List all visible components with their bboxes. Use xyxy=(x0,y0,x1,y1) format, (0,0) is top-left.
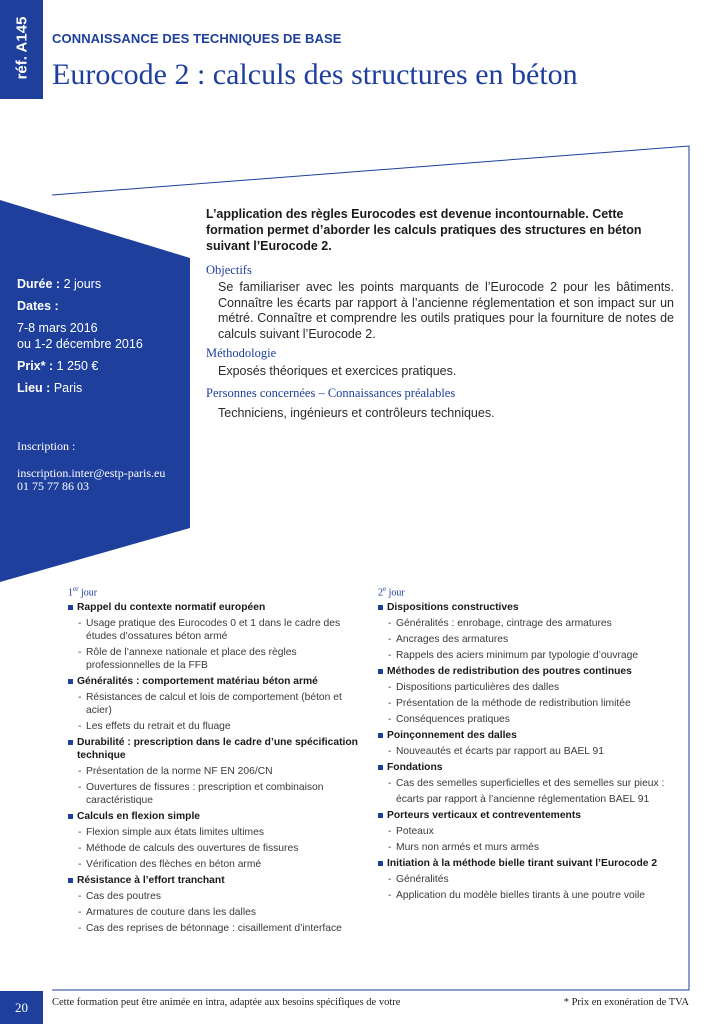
day-2-suffix: e xyxy=(383,585,387,593)
day-1-word: jour xyxy=(80,587,98,599)
duration-value: 2 jours xyxy=(63,277,102,291)
course-info-panel xyxy=(17,276,182,402)
programme-item: - Application du modèle bielles tirants à une poutre voile xyxy=(378,889,678,902)
page-number: 20 xyxy=(0,991,43,1024)
square-bullet-icon xyxy=(68,679,73,684)
objectives-heading: Objectifs xyxy=(206,263,252,277)
square-bullet-icon xyxy=(68,814,73,819)
date-2: ou 1-2 décembre 2016 xyxy=(17,337,143,351)
programme-item: - Ouvertures de fissures : prescription et combinaison caractéristique xyxy=(68,781,368,807)
programme-item: - Cas des poutres xyxy=(68,890,368,903)
programme-item: - Résistances de calcul et lois de comportement (béton et acier) xyxy=(68,691,368,717)
programme-item: - Cas des reprises de bétonnage : cisaillement d’interface xyxy=(68,922,368,935)
date-1: 7-8 mars 2016 xyxy=(17,321,98,335)
programme-item: - Méthode de calculs des ouvertures de fissures xyxy=(68,842,368,855)
square-bullet-icon xyxy=(378,765,383,770)
programme-topic-title: Porteurs verticaux et contreventements xyxy=(387,810,581,821)
programme-topic xyxy=(68,810,368,823)
square-bullet-icon xyxy=(378,733,383,738)
day-1-label xyxy=(68,585,97,598)
methodology-heading: Méthodologie xyxy=(206,346,277,360)
day-2-number: 2 xyxy=(378,587,383,599)
programme-topic xyxy=(68,874,368,887)
day-2-label xyxy=(378,585,405,598)
programme-topic-title: Généralités : comportement matériau béton armé xyxy=(77,676,318,687)
day-2-word: jour xyxy=(388,587,405,599)
programme-item: - Nouveautés et écarts par rapport au BAEL 91 xyxy=(378,745,678,758)
programme-item: - Conséquences pratiques xyxy=(378,713,678,726)
location-label: Lieu : xyxy=(17,381,51,395)
price-value: 1 250 € xyxy=(56,359,99,373)
programme-topic-title: Durabilité : prescription dans le cadre d’une spécification technique xyxy=(77,737,358,761)
square-bullet-icon xyxy=(68,740,73,745)
programme-topic xyxy=(68,736,368,762)
square-bullet-icon xyxy=(378,861,383,866)
programme-topic xyxy=(378,857,678,870)
programme-item: - Armatures de couture dans les dalles xyxy=(68,906,368,919)
price-row xyxy=(17,358,182,374)
inscription-phone: 01 75 77 86 03 xyxy=(17,479,89,493)
price-label: Prix* : xyxy=(17,359,54,373)
programme-topic-title: Résistance à l’effort tranchant xyxy=(77,875,225,886)
programme-item: - Rôle de l’annexe nationale et place des règles professionnelles de la FFB xyxy=(68,646,368,672)
programme-topic xyxy=(68,601,368,614)
duration-row xyxy=(17,276,182,292)
objectives-text: Se familiariser avec les points marquants de l’Eurocode 2 pour les bâtiments. Connaître les écarts par rapport à l’ancienne réglementation et son impact sur un métré. Connaître et comprendre les outils pratiques pour la fourniture de notes de calculs suivant l’Eurocode 2. xyxy=(218,280,674,341)
audience-text: Techniciens, ingénieurs et contrôleurs techniques. xyxy=(218,406,495,420)
day-1-suffix: er xyxy=(73,585,79,593)
square-bullet-icon xyxy=(68,878,73,883)
programme-item: - Généralités : enrobage, cintrage des armatures xyxy=(378,617,678,630)
duration-label: Durée : xyxy=(17,277,61,291)
programme-item: - Murs non armés et murs armés xyxy=(378,841,678,854)
inscription-label: Inscription : xyxy=(17,439,76,453)
programme-topic xyxy=(378,761,678,774)
page-title: Eurocode 2 : calculs des structures en béton xyxy=(52,58,578,91)
programme-item: écarts par rapport à l’ancienne réglementation BAEL 91 xyxy=(396,794,650,805)
intro-text: L’application des règles Eurocodes est devenue incontournable. Cette formation permet d’aborder les calculs pratiques des structures en béton suivant l’Eurocode 2. xyxy=(206,207,642,253)
programme-topic xyxy=(378,601,678,614)
methodology-text: Exposés théoriques et exercices pratiques. xyxy=(218,364,457,378)
programme-topic-title: Fondations xyxy=(387,762,443,773)
audience-heading: Personnes concernées – Connaissances préalables xyxy=(206,386,456,400)
reference-code: réf. A145 xyxy=(13,16,31,80)
programme-item: - Poteaux xyxy=(378,825,678,838)
programme-topic xyxy=(378,665,678,678)
programme-topic xyxy=(378,729,678,742)
programme-topic-title: Dispositions constructives xyxy=(387,602,519,613)
footer-note: Cette formation peut être animée en intra, adaptée aux besoins spécifiques de votre xyxy=(52,997,401,1008)
programme-item: - Dispositions particulières des dalles xyxy=(378,681,678,694)
programme-topic xyxy=(378,809,678,822)
square-bullet-icon xyxy=(378,813,383,818)
programme-item: - Présentation de la norme NF EN 206/CN xyxy=(68,765,368,778)
square-bullet-icon xyxy=(68,605,73,610)
programme-item: - Vérification des flèches en béton armé xyxy=(68,858,368,871)
programme-item: - Cas des semelles superficielles et des semelles sur pieux : xyxy=(378,777,678,790)
programme-topic-title: Poinçonnement des dalles xyxy=(387,730,517,741)
inscription-block xyxy=(17,440,165,493)
programme-topic-title: Initiation à la méthode bielle tirant suivant l’Eurocode 2 xyxy=(387,858,658,869)
programme-topic-title: Méthodes de redistribution des poutres continues xyxy=(387,666,632,677)
dates-label-row xyxy=(17,298,182,314)
footer-vat-note: * Prix en exonération de TVA xyxy=(563,997,689,1008)
dates-label: Dates : xyxy=(17,299,59,313)
square-bullet-icon xyxy=(378,669,383,674)
programme-item: - Présentation de la méthode de redistribution limitée xyxy=(378,697,678,710)
day-1-number: 1 xyxy=(68,587,73,599)
square-bullet-icon xyxy=(378,605,383,610)
category-heading: CONNAISSANCE DES TECHNIQUES DE BASE xyxy=(52,31,342,46)
location-row xyxy=(17,380,182,396)
programme-item: - Les effets du retrait et du fluage xyxy=(68,720,368,733)
programme-item: - Généralités xyxy=(378,873,678,886)
day-2-programme xyxy=(378,598,678,902)
programme-item: - Flexion simple aux états limites ultimes xyxy=(68,826,368,839)
programme-topic-title: Calculs en flexion simple xyxy=(77,811,201,822)
programme-topic xyxy=(68,675,368,688)
programme-item: - Usage pratique des Eurocodes 0 et 1 dans le cadre des études d’ossatures béton armé xyxy=(68,617,368,643)
programme-item: - Rappels des aciers minimum par typologie d’ouvrage xyxy=(378,649,678,662)
day-1-programme xyxy=(68,598,368,935)
location-value: Paris xyxy=(53,381,83,395)
programme-topic-title: Rappel du contexte normatif européen xyxy=(77,602,266,613)
programme-item: - Ancrages des armatures xyxy=(378,633,678,646)
inscription-email[interactable]: inscription.inter@estp-paris.eu xyxy=(17,466,166,480)
